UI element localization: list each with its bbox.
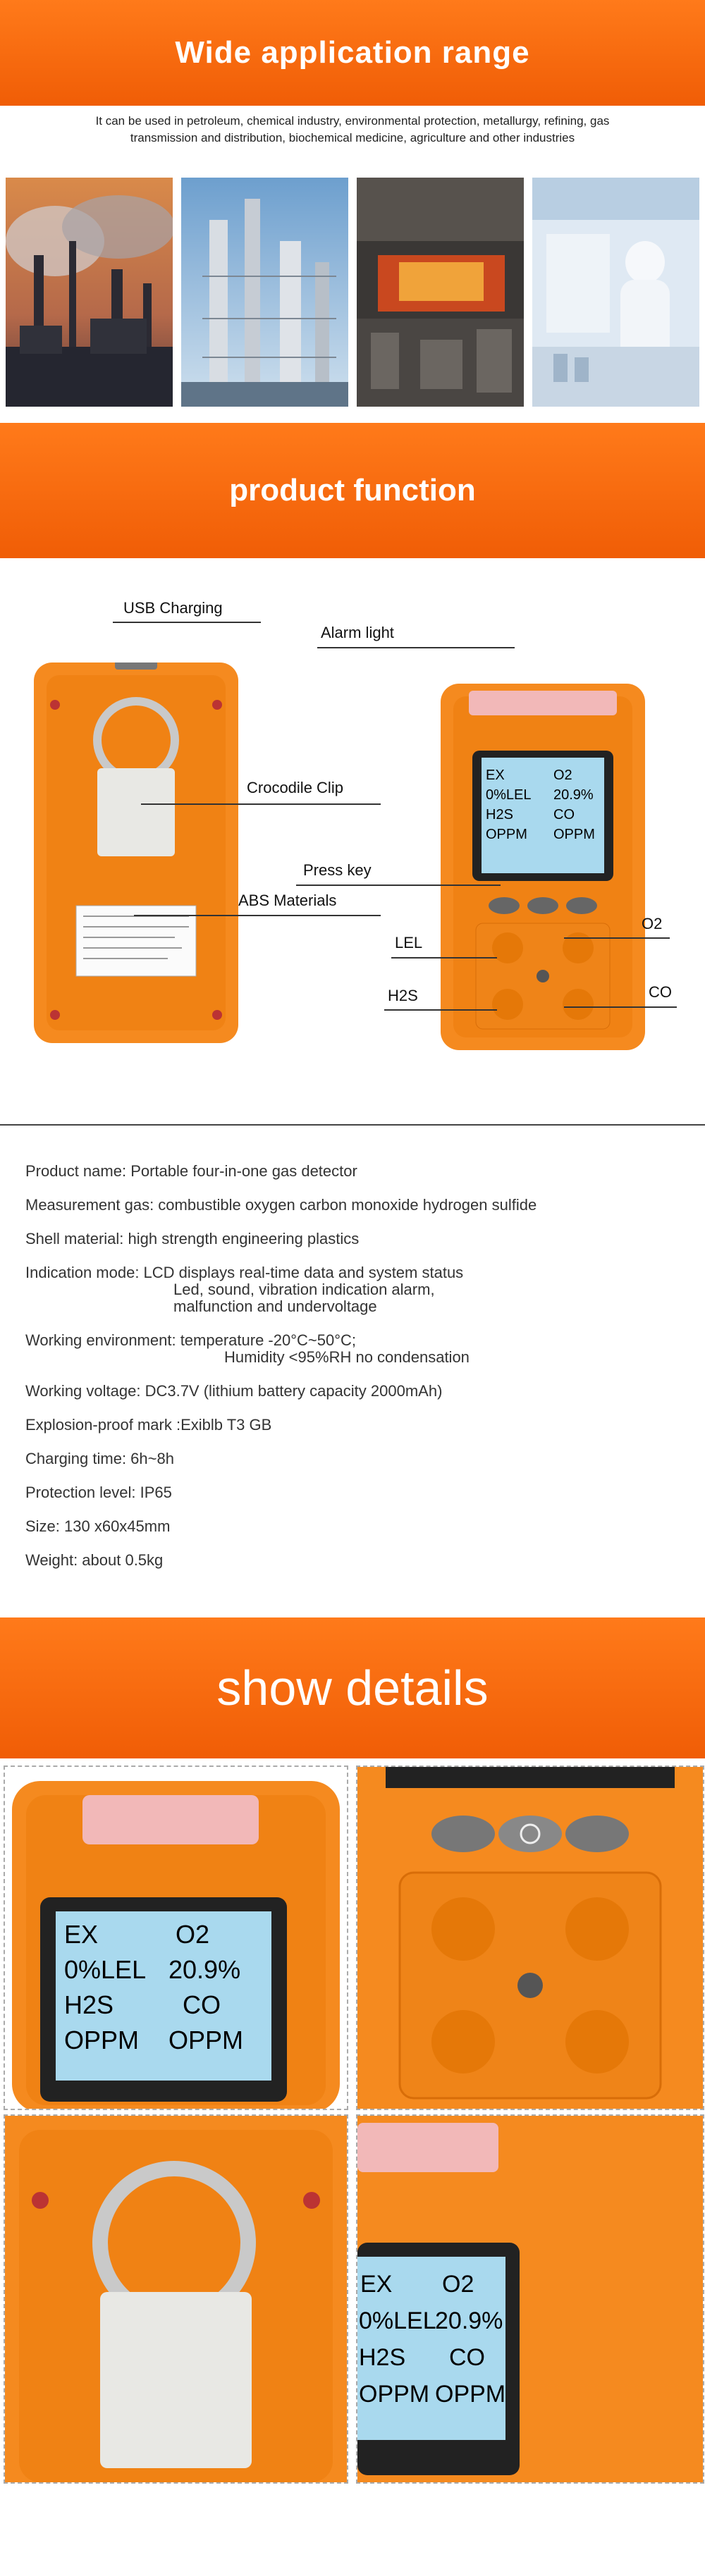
detail1-co: CO — [183, 1990, 221, 2019]
callout-line-o2 — [564, 937, 670, 939]
spec-indication-mode-line3: malfunction and undervoltage — [173, 1298, 377, 1315]
callout-o2: O2 — [642, 915, 663, 932]
photo-petroleum-plant — [6, 178, 173, 407]
spec-working-environment-line2: Humidity <95%RH no condensation — [224, 1348, 470, 1366]
callout-co: CO — [649, 983, 672, 1001]
detail1-lel: 0%LEL — [64, 1955, 147, 1984]
detail4-h2s-value: OPPM — [359, 2381, 430, 2408]
lcd-co-label: CO — [553, 807, 575, 822]
spec-shell-material: Shell material: high strength engineering plastics — [25, 1230, 360, 1247]
device-back-view — [34, 663, 238, 1043]
spec-working-voltage: Working voltage: DC3.7V (lithium battery capacity 2000mAh) — [25, 1382, 443, 1400]
section-divider — [0, 1124, 705, 1126]
spec-charging-time: Charging time: 6h~8h — [25, 1450, 174, 1467]
application-title: Wide application range — [175, 35, 530, 70]
spec-working-environment: Working environment: temperature -20°C~50°C; — [25, 1331, 357, 1349]
detail-screen-edge — [356, 2114, 704, 2484]
detail-front-screen — [4, 1765, 348, 2110]
lcd-o2-label: O2 — [553, 768, 572, 783]
spec-product-name: Product name: Portable four-in-one gas detector — [25, 1162, 357, 1180]
product-function-diagram — [0, 564, 705, 1124]
detail4-co-value: OPPM — [435, 2381, 506, 2408]
details-title: show details — [216, 1660, 489, 1715]
function-banner — [0, 423, 705, 558]
application-photos — [6, 178, 700, 410]
callout-crocodile-clip: Crocodile Clip — [247, 779, 343, 796]
callout-line-co — [564, 1006, 677, 1008]
callout-abs-materials: ABS Materials — [238, 892, 337, 909]
detail1-o2-value: 20.9% — [168, 1955, 241, 1984]
spec-size: Size: 130 x60x45mm — [25, 1517, 171, 1535]
spec-explosion-proof: Explosion-proof mark :Exiblb T3 GB — [25, 1416, 272, 1434]
callout-lel: LEL — [395, 934, 423, 951]
spec-indication-mode-line2: Led, sound, vibration indication alarm, — [173, 1281, 435, 1298]
callout-h2s: H2S — [388, 987, 418, 1004]
photo-refinery — [181, 178, 348, 407]
spec-indication-mode: Indication mode: LCD displays real-time data and system status — [25, 1264, 464, 1281]
detail4-o2-value: 20.9% — [435, 2307, 503, 2334]
detail-crocodile-clip — [4, 2114, 348, 2484]
callout-line-key — [296, 885, 501, 886]
detail1-h2s-value: OPPM — [64, 2026, 140, 2054]
detail-keys-sensors — [356, 1765, 704, 2110]
spec-weight: Weight: about 0.5kg — [25, 1551, 164, 1569]
application-description: It can be used in petroleum, chemical industry, environmental protection, metallurgy, refining, gas transmission and distribution, biochemical medicine, agriculture and other industries — [95, 114, 610, 144]
callout-line-lel — [391, 957, 497, 959]
detail4-h2s: H2S — [359, 2344, 406, 2371]
lcd-co-value: OPPM — [553, 827, 595, 842]
application-banner — [0, 0, 705, 106]
detail4-co: CO — [449, 2344, 485, 2371]
lcd-lel-value: 0%LEL — [486, 787, 532, 803]
detail1-h2s: H2S — [64, 1990, 114, 2019]
spec-measurement-gas: Measurement gas: combustible oxygen carbon monoxide hydrogen sulfide — [25, 1196, 537, 1214]
callout-line-alarm — [317, 647, 515, 648]
details-banner — [0, 1617, 705, 1758]
detail1-co-value: OPPM — [168, 2026, 244, 2054]
photo-metallurgy — [357, 178, 524, 407]
lcd-h2s-value: OPPM — [486, 827, 527, 842]
photo-biochemical-lab — [532, 178, 699, 407]
callout-press-key: Press key — [303, 861, 372, 879]
spec-protection-level: Protection level: IP65 — [25, 1484, 172, 1501]
lcd-ex-label: EX — [486, 768, 505, 783]
callout-alarm-light: Alarm light — [321, 624, 394, 641]
detail4-lel: 0%LEL — [359, 2307, 436, 2334]
detail4-ex: EX — [360, 2271, 393, 2298]
lcd-o2-value: 20.9% — [553, 787, 594, 803]
detail1-ex: EX — [64, 1920, 99, 1949]
lcd-h2s-label: H2S — [486, 807, 513, 822]
detail4-o2: O2 — [442, 2271, 474, 2298]
callout-line-h2s — [384, 1009, 497, 1011]
callout-line-abs — [134, 915, 381, 916]
detail1-o2: O2 — [176, 1920, 210, 1949]
callout-line-clip — [141, 803, 381, 805]
lcd-screen — [482, 758, 604, 873]
callout-line-usb — [113, 622, 261, 623]
callout-usb-charging: USB Charging — [123, 599, 223, 617]
function-title: product function — [229, 473, 476, 507]
